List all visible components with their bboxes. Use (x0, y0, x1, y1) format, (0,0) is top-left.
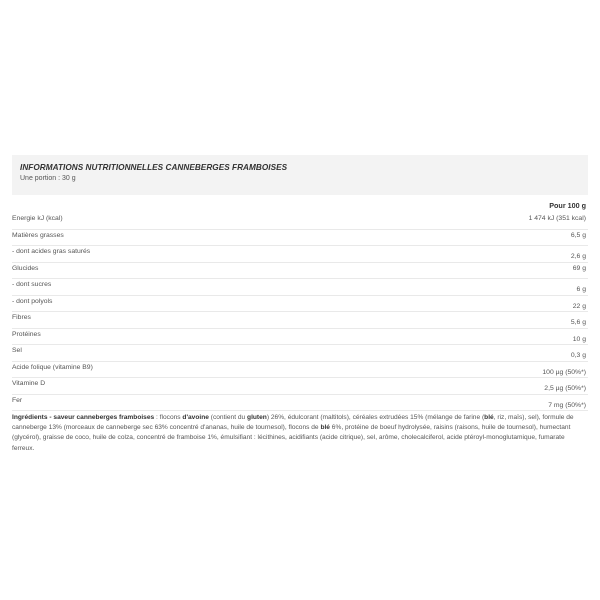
row-label: - dont polyols (12, 297, 53, 305)
table-row (12, 362, 588, 379)
portion-size: Une portion : 30 g (20, 175, 76, 182)
row-label: Glucides (12, 264, 39, 272)
row-value: 100 µg (50%*) (542, 368, 586, 376)
row-label: Acide folique (vitamine B9) (12, 363, 93, 371)
row-value: 1 474 kJ (351 kcal) (528, 215, 586, 222)
ingredients-part: (contient du (208, 414, 248, 421)
table-row (12, 345, 588, 362)
table-row (12, 213, 588, 230)
table-row (12, 329, 588, 346)
table-row (12, 312, 588, 329)
row-value: 6 g (576, 286, 586, 293)
nutrition-header (12, 155, 588, 195)
row-label: Fibres (12, 314, 31, 321)
nutrition-table (12, 213, 588, 411)
row-label: Energie kJ (kcal) (12, 215, 63, 222)
row-value: 2,6 g (570, 253, 586, 260)
row-value: 6,5 g (570, 231, 586, 239)
row-label: Matières grasses (12, 231, 64, 239)
ingredients-part: ) 26%, édulcorant (maltitols), céréales extrudées 15% (mélange de farine ( (266, 414, 485, 421)
row-value: 22 g (572, 302, 586, 310)
row-label: Fer (12, 396, 23, 404)
table-row (12, 263, 588, 280)
row-value: 0,3 g (570, 352, 586, 359)
nutrition-panel (12, 155, 588, 454)
row-label: - dont acides gras saturés (12, 248, 91, 255)
table-row (12, 246, 588, 263)
ingredients-part: , riz, maïs), sel), formule de canneberge 13% (morceaux de canneberge sec 63% concentré d'ananas, huile de tournesol), flocons de (12, 414, 574, 432)
table-row (12, 296, 588, 313)
row-value: 5,6 g (570, 319, 586, 326)
nutrition-title: INFORMATIONS NUTRITIONNELLES CANNEBERGES FRAMBOISES (20, 163, 288, 172)
allergen-wheat: blé (320, 424, 330, 432)
table-row (12, 279, 588, 296)
row-label: Protéines (12, 330, 41, 338)
allergen-oat: d'avoine (182, 414, 209, 421)
row-label: Sel (12, 347, 22, 354)
row-label: Vitamine D (12, 380, 46, 387)
allergen-gluten: gluten (247, 414, 267, 421)
row-label: - dont sucres (12, 281, 52, 288)
row-value: 7 mg (50%*) (548, 401, 586, 409)
allergen-wheat: blé (484, 414, 494, 421)
ingredients-part: : flocons (154, 414, 183, 421)
row-value: 2,5 µg (50%*) (544, 385, 586, 392)
row-value: 10 g (572, 335, 586, 343)
ingredients-heading: Ingrédients - saveur canneberges framboises (12, 414, 155, 421)
table-row (12, 395, 588, 412)
table-row (12, 378, 588, 395)
column-header-per-100g: Pour 100 g (549, 201, 586, 210)
ingredients-part: 6%, protéine de boeuf hydrolysée, raisins (raisons, huile de tournesol), humectant (glycérol), graisse de coco, huile de colza, concentré de framboise 1%, émulsifiant : lécithines, acidifiants (acide citrique), sel, arôme, cholecalciferol, acide ptéroyl-monoglutamique, fumarate ferreux. (12, 424, 571, 452)
ingredients-text (12, 413, 588, 454)
row-value: 69 g (572, 264, 586, 272)
table-row (12, 230, 588, 247)
